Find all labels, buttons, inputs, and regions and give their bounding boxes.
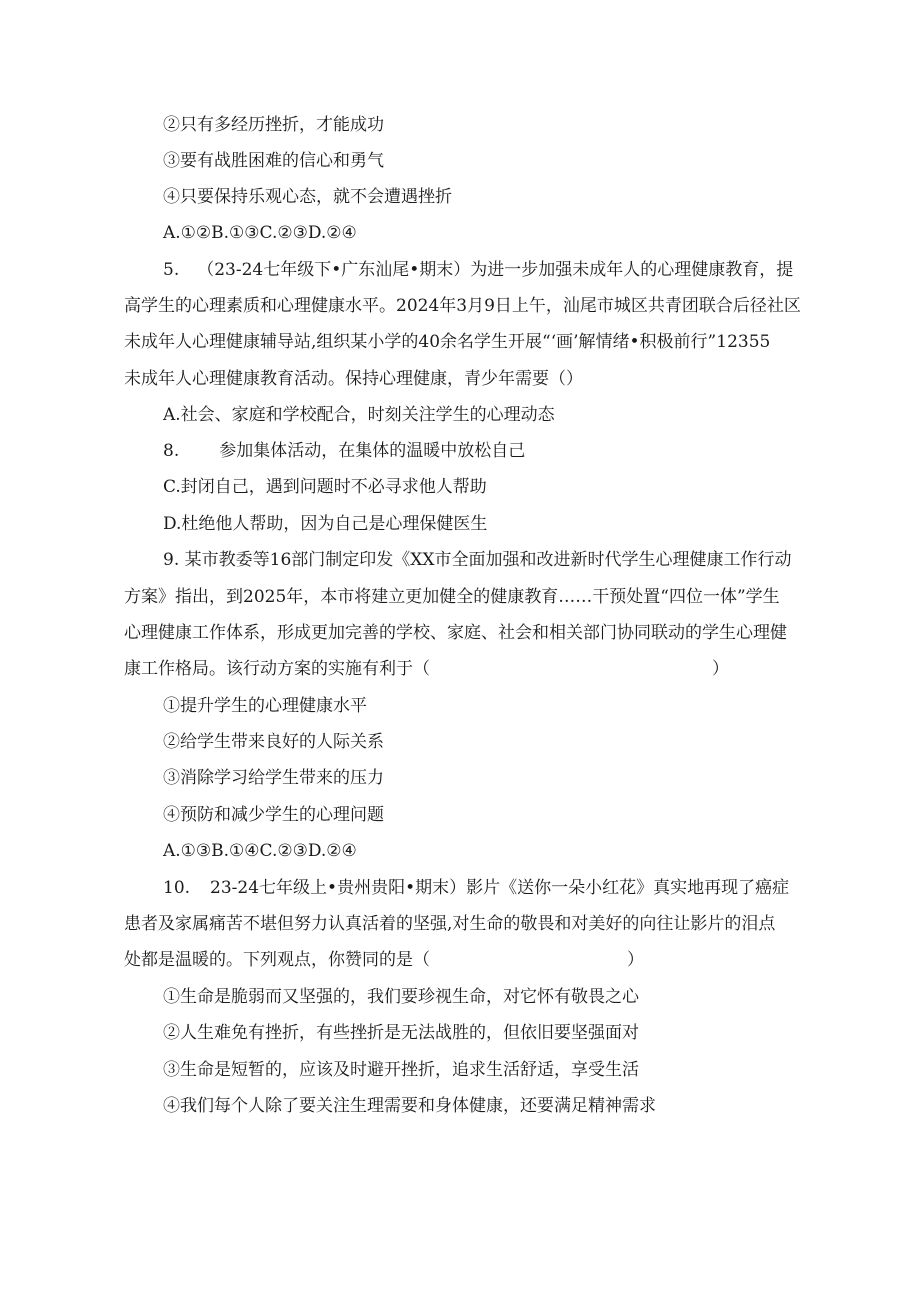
q9-answer-choices: A.①③B.①④C.②③D.②④ [163,841,357,861]
q10-option-3: ③生命是短暂的，应该及时避开挫折，追求生活舒适，享受生活 [163,1060,639,1080]
q9-stem-line-2: 方案》指出，到2025年，本市将建立更加健全的健康教育……干预处置“四位一体”学生 [124,587,780,607]
q4-option-4: ④只要保持乐观心态，就不会遭遇挫折 [163,187,452,207]
q10-option-1: ①生命是脆弱而又坚强的，我们要珍视生命，对它怀有敬畏之心 [163,987,639,1007]
q5-option-b [163,440,525,462]
q5-option-b-text: 参加集体活动，在集体的温暖中放松自己 [219,441,526,461]
q9-option-3: ③消除学习给学生带来的压力 [163,768,384,788]
q9-stem-line-3: 心理健康工作体系，形成更加完善的学校、家庭、社会和相关部门协同联动的学生心理健 [124,623,787,643]
q10-answer-bracket-close: ） [627,950,644,970]
q10-option-4: ④我们每个人除了要关注生理需要和身体健康，还要满足精神需求 [163,1096,656,1116]
q5-stem-line-3: 未成年人心理健康辅导站,组织某小学的40余名学生开展“‘画’解情绪•积极前行”12355 [124,332,771,352]
q10-number: 10. [163,878,191,898]
q5-option-b-number: 8. [163,441,180,461]
q10-stem-text: 23-24七年级上•贵州贵阳•期末）影片《送你一朵小红花》真实地再现了癌症 [210,878,790,898]
q5-stem-line-1 [163,259,793,281]
q10-stem-line-1 [163,877,789,899]
q9-stem-line-1: 9. 某市教委等16部门制定印发《XX市全面加强和改进新时代学生心理健康工作行动 [163,550,792,570]
q5-option-d: D.杜绝他人帮助，因为自己是心理保健医生 [163,514,488,534]
q9-option-4: ④预防和减少学生的心理问题 [163,805,384,825]
q4-option-3: ③要有战胜困难的信心和勇气 [163,151,384,171]
q5-number: 5. [163,260,180,280]
q9-answer-bracket-close: ） [712,659,729,679]
q9-stem-line-4 [124,658,430,680]
q9-option-1: ①提升学生的心理健康水平 [163,696,367,716]
q5-stem-line-4: 未成年人心理健康教育活动。保持心理健康，青少年需要（） [124,369,583,389]
q10-stem-text-end: 处都是温暖的。下列观点，你赞同的是（ [124,950,430,970]
q9-option-2: ②给学生带来良好的人际关系 [163,732,384,752]
q10-option-2: ②人生难免有挫折，有些挫折是无法战胜的，但依旧要坚强面对 [163,1023,639,1043]
q5-option-c: C.封闭自己，遇到问题时不必寻求他人帮助 [163,477,487,497]
q5-stem-text: （23-24七年级下•广东汕尾•期末）为进一步加强未成年人的心理健康教育，提 [197,260,794,280]
q5-option-a: A.社会、家庭和学校配合，时刻关注学生的心理动态 [163,405,555,425]
q4-option-2: ②只有多经历挫折，才能成功 [163,115,384,135]
q5-stem-line-2: 高学生的心理素质和心理健康水平。2024年3月9日上午，汕尾市城区共青团联合后径社区 [124,296,801,316]
q4-answer-choices: A.①②B.①③C.②③D.②④ [163,223,357,243]
q10-stem-line-2: 患者及家属痛苦不堪但努力认真活着的坚强,对生命的敬畏和对美好的向往让影片的泪点 [124,914,776,934]
q9-stem-text: 康工作格局。该行动方案的实施有利于（ [124,659,430,679]
q10-stem-line-3 [124,949,430,971]
